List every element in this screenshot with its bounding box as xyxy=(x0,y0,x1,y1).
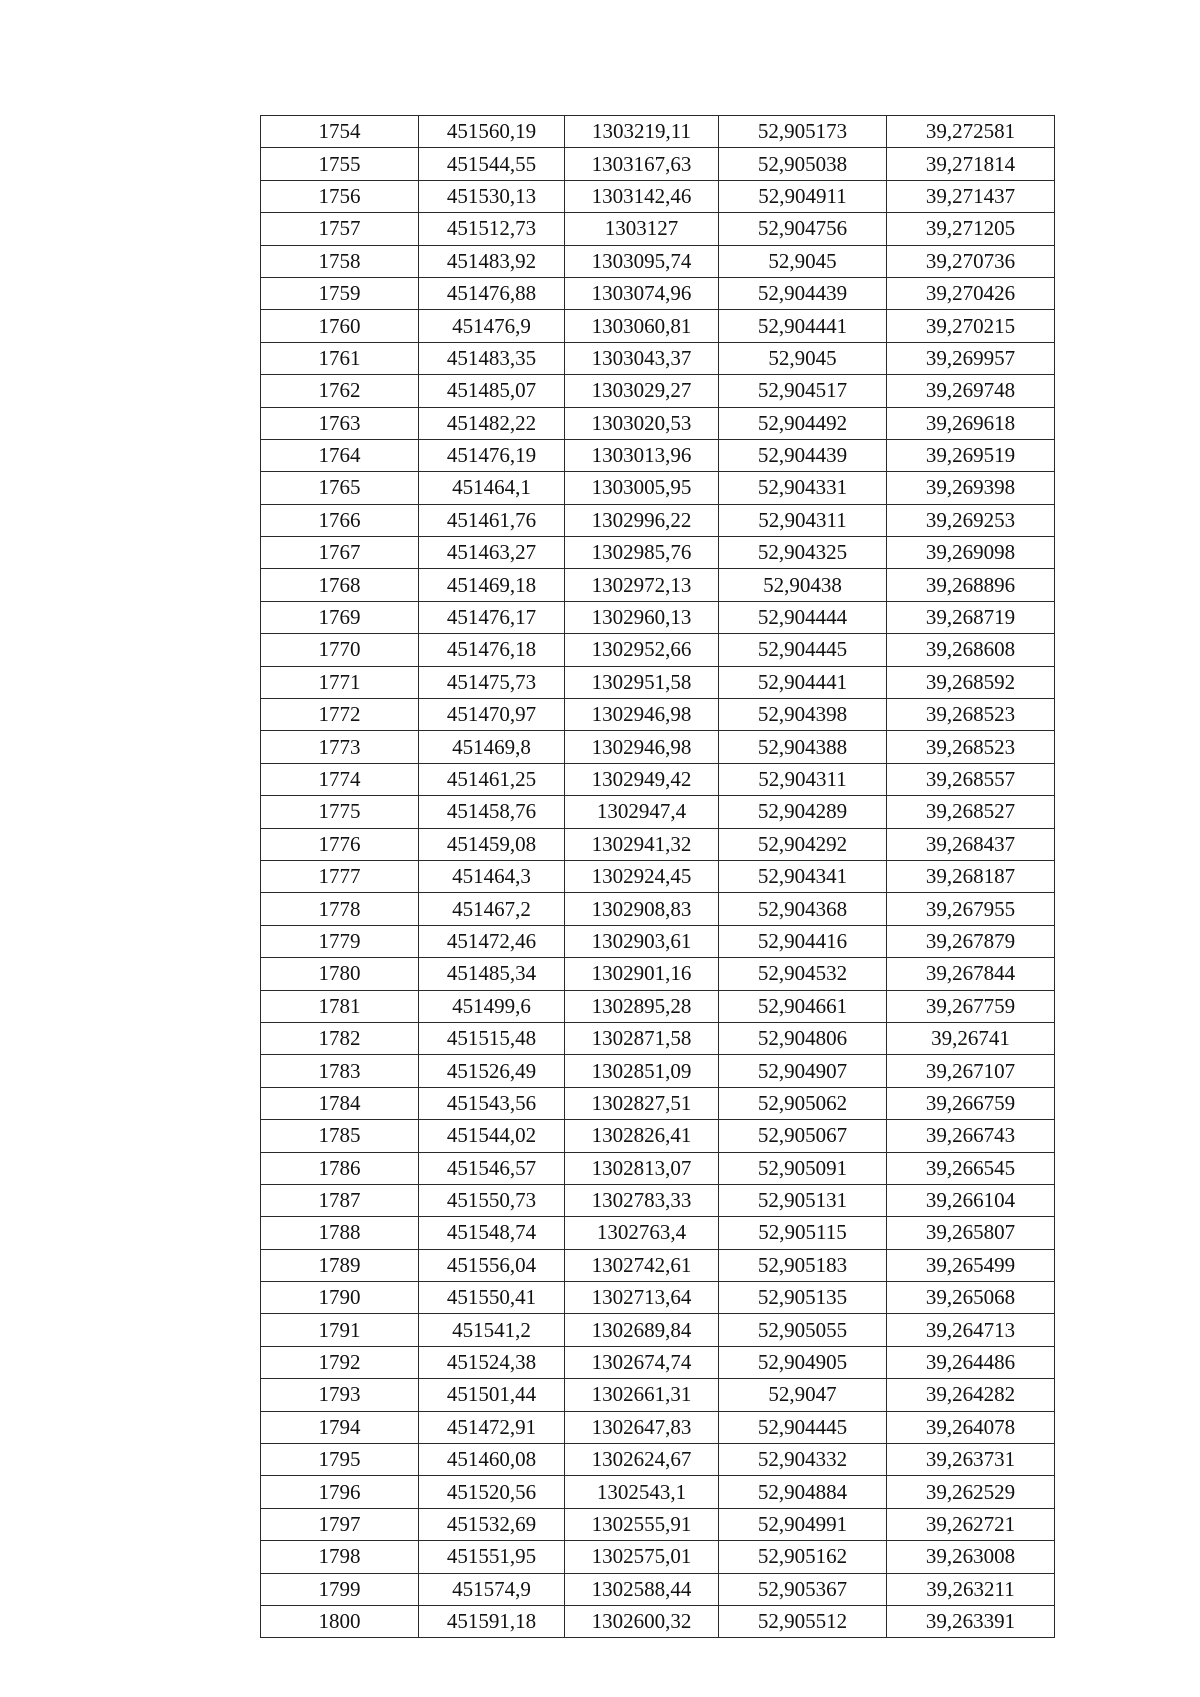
table-row xyxy=(261,1314,1055,1346)
point-number-cell: 1791 xyxy=(261,1314,419,1346)
y-coordinate-cell: 1302742,61 xyxy=(565,1249,719,1281)
y-coordinate-cell: 1302588,44 xyxy=(565,1573,719,1605)
point-number-cell: 1797 xyxy=(261,1508,419,1540)
table-row xyxy=(261,1152,1055,1184)
y-coordinate-cell: 1302996,22 xyxy=(565,504,719,536)
longitude-cell: 39,270426 xyxy=(887,277,1055,309)
table-row xyxy=(261,439,1055,471)
table-row xyxy=(261,958,1055,990)
point-number-cell: 1799 xyxy=(261,1573,419,1605)
latitude-cell: 52,9045 xyxy=(719,342,887,374)
longitude-cell: 39,264713 xyxy=(887,1314,1055,1346)
table-row xyxy=(261,860,1055,892)
longitude-cell: 39,262721 xyxy=(887,1508,1055,1540)
y-coordinate-cell: 1302947,4 xyxy=(565,796,719,828)
point-number-cell: 1787 xyxy=(261,1184,419,1216)
longitude-cell: 39,267759 xyxy=(887,990,1055,1022)
y-coordinate-cell: 1302952,66 xyxy=(565,634,719,666)
longitude-cell: 39,269618 xyxy=(887,407,1055,439)
y-coordinate-cell: 1302575,01 xyxy=(565,1541,719,1573)
table-row xyxy=(261,1444,1055,1476)
x-coordinate-cell: 451476,19 xyxy=(419,439,565,471)
latitude-cell: 52,904532 xyxy=(719,958,887,990)
latitude-cell: 52,905091 xyxy=(719,1152,887,1184)
y-coordinate-cell: 1303095,74 xyxy=(565,245,719,277)
latitude-cell: 52,904292 xyxy=(719,828,887,860)
latitude-cell: 52,904991 xyxy=(719,1508,887,1540)
x-coordinate-cell: 451476,17 xyxy=(419,601,565,633)
latitude-cell: 52,905183 xyxy=(719,1249,887,1281)
longitude-cell: 39,264486 xyxy=(887,1346,1055,1378)
table-row xyxy=(261,1282,1055,1314)
x-coordinate-cell: 451556,04 xyxy=(419,1249,565,1281)
y-coordinate-cell: 1303074,96 xyxy=(565,277,719,309)
latitude-cell: 52,904661 xyxy=(719,990,887,1022)
longitude-cell: 39,272581 xyxy=(887,116,1055,148)
y-coordinate-cell: 1302555,91 xyxy=(565,1508,719,1540)
point-number-cell: 1796 xyxy=(261,1476,419,1508)
x-coordinate-cell: 451546,57 xyxy=(419,1152,565,1184)
point-number-cell: 1754 xyxy=(261,116,419,148)
point-number-cell: 1768 xyxy=(261,569,419,601)
x-coordinate-cell: 451485,07 xyxy=(419,375,565,407)
x-coordinate-cell: 451461,25 xyxy=(419,763,565,795)
table-row xyxy=(261,148,1055,180)
table-row xyxy=(261,342,1055,374)
table-row xyxy=(261,731,1055,763)
latitude-cell: 52,905038 xyxy=(719,148,887,180)
point-number-cell: 1775 xyxy=(261,796,419,828)
latitude-cell: 52,905512 xyxy=(719,1605,887,1637)
point-number-cell: 1789 xyxy=(261,1249,419,1281)
table-row xyxy=(261,213,1055,245)
table-row xyxy=(261,116,1055,148)
latitude-cell: 52,904439 xyxy=(719,277,887,309)
table-row xyxy=(261,1476,1055,1508)
table-row xyxy=(261,1411,1055,1443)
table-row xyxy=(261,990,1055,1022)
table-row xyxy=(261,1055,1055,1087)
y-coordinate-cell: 1302851,09 xyxy=(565,1055,719,1087)
latitude-cell: 52,904311 xyxy=(719,504,887,536)
table-row xyxy=(261,893,1055,925)
latitude-cell: 52,904444 xyxy=(719,601,887,633)
x-coordinate-cell: 451544,02 xyxy=(419,1120,565,1152)
latitude-cell: 52,904907 xyxy=(719,1055,887,1087)
point-number-cell: 1788 xyxy=(261,1217,419,1249)
latitude-cell: 52,904905 xyxy=(719,1346,887,1378)
x-coordinate-cell: 451461,76 xyxy=(419,504,565,536)
point-number-cell: 1767 xyxy=(261,537,419,569)
x-coordinate-cell: 451591,18 xyxy=(419,1605,565,1637)
y-coordinate-cell: 1303043,37 xyxy=(565,342,719,374)
x-coordinate-cell: 451476,9 xyxy=(419,310,565,342)
y-coordinate-cell: 1302813,07 xyxy=(565,1152,719,1184)
x-coordinate-cell: 451464,1 xyxy=(419,472,565,504)
point-number-cell: 1784 xyxy=(261,1087,419,1119)
latitude-cell: 52,904441 xyxy=(719,666,887,698)
point-number-cell: 1778 xyxy=(261,893,419,925)
longitude-cell: 39,26741 xyxy=(887,1022,1055,1054)
x-coordinate-cell: 451476,88 xyxy=(419,277,565,309)
table-row xyxy=(261,925,1055,957)
y-coordinate-cell: 1302689,84 xyxy=(565,1314,719,1346)
latitude-cell: 52,904439 xyxy=(719,439,887,471)
table-row xyxy=(261,1022,1055,1054)
longitude-cell: 39,268437 xyxy=(887,828,1055,860)
latitude-cell: 52,905062 xyxy=(719,1087,887,1119)
point-number-cell: 1764 xyxy=(261,439,419,471)
longitude-cell: 39,267844 xyxy=(887,958,1055,990)
point-number-cell: 1765 xyxy=(261,472,419,504)
point-number-cell: 1782 xyxy=(261,1022,419,1054)
x-coordinate-cell: 451560,19 xyxy=(419,116,565,148)
latitude-cell: 52,904517 xyxy=(719,375,887,407)
x-coordinate-cell: 451485,34 xyxy=(419,958,565,990)
longitude-cell: 39,269098 xyxy=(887,537,1055,569)
y-coordinate-cell: 1302941,32 xyxy=(565,828,719,860)
longitude-cell: 39,269748 xyxy=(887,375,1055,407)
latitude-cell: 52,904368 xyxy=(719,893,887,925)
table-row xyxy=(261,1120,1055,1152)
latitude-cell: 52,904398 xyxy=(719,699,887,731)
point-number-cell: 1777 xyxy=(261,860,419,892)
longitude-cell: 39,262529 xyxy=(887,1476,1055,1508)
longitude-cell: 39,264078 xyxy=(887,1411,1055,1443)
point-number-cell: 1757 xyxy=(261,213,419,245)
latitude-cell: 52,904341 xyxy=(719,860,887,892)
longitude-cell: 39,269957 xyxy=(887,342,1055,374)
x-coordinate-cell: 451469,18 xyxy=(419,569,565,601)
x-coordinate-cell: 451458,76 xyxy=(419,796,565,828)
point-number-cell: 1783 xyxy=(261,1055,419,1087)
x-coordinate-cell: 451463,27 xyxy=(419,537,565,569)
longitude-cell: 39,268608 xyxy=(887,634,1055,666)
point-number-cell: 1763 xyxy=(261,407,419,439)
x-coordinate-cell: 451512,73 xyxy=(419,213,565,245)
latitude-cell: 52,904325 xyxy=(719,537,887,569)
point-number-cell: 1785 xyxy=(261,1120,419,1152)
longitude-cell: 39,271437 xyxy=(887,180,1055,212)
longitude-cell: 39,270736 xyxy=(887,245,1055,277)
y-coordinate-cell: 1303167,63 xyxy=(565,148,719,180)
latitude-cell: 52,9047 xyxy=(719,1379,887,1411)
x-coordinate-cell: 451464,3 xyxy=(419,860,565,892)
longitude-cell: 39,267955 xyxy=(887,893,1055,925)
table-row xyxy=(261,1249,1055,1281)
table-row xyxy=(261,601,1055,633)
point-number-cell: 1786 xyxy=(261,1152,419,1184)
longitude-cell: 39,266743 xyxy=(887,1120,1055,1152)
y-coordinate-cell: 1303060,81 xyxy=(565,310,719,342)
point-number-cell: 1761 xyxy=(261,342,419,374)
x-coordinate-cell: 451550,41 xyxy=(419,1282,565,1314)
table-row xyxy=(261,1508,1055,1540)
longitude-cell: 39,271205 xyxy=(887,213,1055,245)
table-row xyxy=(261,699,1055,731)
x-coordinate-cell: 451541,2 xyxy=(419,1314,565,1346)
longitude-cell: 39,268527 xyxy=(887,796,1055,828)
y-coordinate-cell: 1302903,61 xyxy=(565,925,719,957)
table-row xyxy=(261,828,1055,860)
point-number-cell: 1780 xyxy=(261,958,419,990)
point-number-cell: 1766 xyxy=(261,504,419,536)
y-coordinate-cell: 1303219,11 xyxy=(565,116,719,148)
point-number-cell: 1800 xyxy=(261,1605,419,1637)
y-coordinate-cell: 1302946,98 xyxy=(565,731,719,763)
longitude-cell: 39,263211 xyxy=(887,1573,1055,1605)
longitude-cell: 39,269253 xyxy=(887,504,1055,536)
x-coordinate-cell: 451482,22 xyxy=(419,407,565,439)
y-coordinate-cell: 1303013,96 xyxy=(565,439,719,471)
point-number-cell: 1773 xyxy=(261,731,419,763)
table-row xyxy=(261,180,1055,212)
x-coordinate-cell: 451574,9 xyxy=(419,1573,565,1605)
y-coordinate-cell: 1302661,31 xyxy=(565,1379,719,1411)
x-coordinate-cell: 451467,2 xyxy=(419,893,565,925)
x-coordinate-cell: 451526,49 xyxy=(419,1055,565,1087)
x-coordinate-cell: 451472,91 xyxy=(419,1411,565,1443)
y-coordinate-cell: 1302946,98 xyxy=(565,699,719,731)
x-coordinate-cell: 451475,73 xyxy=(419,666,565,698)
latitude-cell: 52,904884 xyxy=(719,1476,887,1508)
x-coordinate-cell: 451550,73 xyxy=(419,1184,565,1216)
y-coordinate-cell: 1302713,64 xyxy=(565,1282,719,1314)
x-coordinate-cell: 451483,35 xyxy=(419,342,565,374)
latitude-cell: 52,905115 xyxy=(719,1217,887,1249)
longitude-cell: 39,265807 xyxy=(887,1217,1055,1249)
latitude-cell: 52,904445 xyxy=(719,634,887,666)
longitude-cell: 39,265499 xyxy=(887,1249,1055,1281)
latitude-cell: 52,905173 xyxy=(719,116,887,148)
latitude-cell: 52,904331 xyxy=(719,472,887,504)
y-coordinate-cell: 1302895,28 xyxy=(565,990,719,1022)
point-number-cell: 1798 xyxy=(261,1541,419,1573)
point-number-cell: 1779 xyxy=(261,925,419,957)
y-coordinate-cell: 1302901,16 xyxy=(565,958,719,990)
longitude-cell: 39,263008 xyxy=(887,1541,1055,1573)
table-row xyxy=(261,504,1055,536)
x-coordinate-cell: 451501,44 xyxy=(419,1379,565,1411)
point-number-cell: 1770 xyxy=(261,634,419,666)
point-number-cell: 1759 xyxy=(261,277,419,309)
x-coordinate-cell: 451515,48 xyxy=(419,1022,565,1054)
table-row xyxy=(261,1087,1055,1119)
y-coordinate-cell: 1302624,67 xyxy=(565,1444,719,1476)
table-row xyxy=(261,1605,1055,1637)
longitude-cell: 39,266104 xyxy=(887,1184,1055,1216)
longitude-cell: 39,268523 xyxy=(887,731,1055,763)
y-coordinate-cell: 1302647,83 xyxy=(565,1411,719,1443)
latitude-cell: 52,905367 xyxy=(719,1573,887,1605)
table-row xyxy=(261,1379,1055,1411)
table-row xyxy=(261,666,1055,698)
longitude-cell: 39,267107 xyxy=(887,1055,1055,1087)
table-row xyxy=(261,1346,1055,1378)
point-number-cell: 1795 xyxy=(261,1444,419,1476)
y-coordinate-cell: 1302543,1 xyxy=(565,1476,719,1508)
latitude-cell: 52,904332 xyxy=(719,1444,887,1476)
y-coordinate-cell: 1303005,95 xyxy=(565,472,719,504)
longitude-cell: 39,266759 xyxy=(887,1087,1055,1119)
table-row xyxy=(261,1541,1055,1573)
table-row xyxy=(261,1217,1055,1249)
longitude-cell: 39,264282 xyxy=(887,1379,1055,1411)
y-coordinate-cell: 1302985,76 xyxy=(565,537,719,569)
table-row xyxy=(261,375,1055,407)
table-row xyxy=(261,245,1055,277)
point-number-cell: 1794 xyxy=(261,1411,419,1443)
table-row xyxy=(261,569,1055,601)
longitude-cell: 39,266545 xyxy=(887,1152,1055,1184)
y-coordinate-cell: 1302972,13 xyxy=(565,569,719,601)
point-number-cell: 1774 xyxy=(261,763,419,795)
x-coordinate-cell: 451520,56 xyxy=(419,1476,565,1508)
table-row xyxy=(261,1184,1055,1216)
table-body xyxy=(261,116,1055,1638)
latitude-cell: 52,904445 xyxy=(719,1411,887,1443)
x-coordinate-cell: 451460,08 xyxy=(419,1444,565,1476)
point-number-cell: 1758 xyxy=(261,245,419,277)
table-row xyxy=(261,537,1055,569)
point-number-cell: 1762 xyxy=(261,375,419,407)
table-row xyxy=(261,310,1055,342)
y-coordinate-cell: 1303029,27 xyxy=(565,375,719,407)
latitude-cell: 52,9045 xyxy=(719,245,887,277)
y-coordinate-cell: 1302600,32 xyxy=(565,1605,719,1637)
table-row xyxy=(261,472,1055,504)
latitude-cell: 52,904416 xyxy=(719,925,887,957)
longitude-cell: 39,265068 xyxy=(887,1282,1055,1314)
longitude-cell: 39,267879 xyxy=(887,925,1055,957)
latitude-cell: 52,904911 xyxy=(719,180,887,212)
y-coordinate-cell: 1302960,13 xyxy=(565,601,719,633)
latitude-cell: 52,904311 xyxy=(719,763,887,795)
latitude-cell: 52,90438 xyxy=(719,569,887,601)
y-coordinate-cell: 1302951,58 xyxy=(565,666,719,698)
latitude-cell: 52,904806 xyxy=(719,1022,887,1054)
latitude-cell: 52,905067 xyxy=(719,1120,887,1152)
point-number-cell: 1781 xyxy=(261,990,419,1022)
table-row xyxy=(261,277,1055,309)
x-coordinate-cell: 451524,38 xyxy=(419,1346,565,1378)
x-coordinate-cell: 451476,18 xyxy=(419,634,565,666)
coordinates-table xyxy=(260,115,1055,1638)
y-coordinate-cell: 1302674,74 xyxy=(565,1346,719,1378)
x-coordinate-cell: 451530,13 xyxy=(419,180,565,212)
latitude-cell: 52,904492 xyxy=(719,407,887,439)
x-coordinate-cell: 451543,56 xyxy=(419,1087,565,1119)
y-coordinate-cell: 1302949,42 xyxy=(565,763,719,795)
y-coordinate-cell: 1302763,4 xyxy=(565,1217,719,1249)
longitude-cell: 39,269519 xyxy=(887,439,1055,471)
longitude-cell: 39,271814 xyxy=(887,148,1055,180)
y-coordinate-cell: 1303127 xyxy=(565,213,719,245)
y-coordinate-cell: 1302827,51 xyxy=(565,1087,719,1119)
x-coordinate-cell: 451544,55 xyxy=(419,148,565,180)
point-number-cell: 1776 xyxy=(261,828,419,860)
x-coordinate-cell: 451470,97 xyxy=(419,699,565,731)
x-coordinate-cell: 451483,92 xyxy=(419,245,565,277)
longitude-cell: 39,268719 xyxy=(887,601,1055,633)
table-row xyxy=(261,634,1055,666)
x-coordinate-cell: 451459,08 xyxy=(419,828,565,860)
point-number-cell: 1769 xyxy=(261,601,419,633)
latitude-cell: 52,904289 xyxy=(719,796,887,828)
longitude-cell: 39,268523 xyxy=(887,699,1055,731)
latitude-cell: 52,905055 xyxy=(719,1314,887,1346)
longitude-cell: 39,268557 xyxy=(887,763,1055,795)
point-number-cell: 1755 xyxy=(261,148,419,180)
longitude-cell: 39,263391 xyxy=(887,1605,1055,1637)
longitude-cell: 39,269398 xyxy=(887,472,1055,504)
latitude-cell: 52,904441 xyxy=(719,310,887,342)
longitude-cell: 39,268592 xyxy=(887,666,1055,698)
point-number-cell: 1792 xyxy=(261,1346,419,1378)
point-number-cell: 1760 xyxy=(261,310,419,342)
table-row xyxy=(261,763,1055,795)
x-coordinate-cell: 451499,6 xyxy=(419,990,565,1022)
longitude-cell: 39,268896 xyxy=(887,569,1055,601)
latitude-cell: 52,905135 xyxy=(719,1282,887,1314)
x-coordinate-cell: 451532,69 xyxy=(419,1508,565,1540)
y-coordinate-cell: 1303020,53 xyxy=(565,407,719,439)
latitude-cell: 52,905131 xyxy=(719,1184,887,1216)
table-row xyxy=(261,796,1055,828)
x-coordinate-cell: 451551,95 xyxy=(419,1541,565,1573)
x-coordinate-cell: 451469,8 xyxy=(419,731,565,763)
table-row xyxy=(261,1573,1055,1605)
point-number-cell: 1772 xyxy=(261,699,419,731)
y-coordinate-cell: 1303142,46 xyxy=(565,180,719,212)
y-coordinate-cell: 1302826,41 xyxy=(565,1120,719,1152)
latitude-cell: 52,904756 xyxy=(719,213,887,245)
latitude-cell: 52,904388 xyxy=(719,731,887,763)
document-page xyxy=(260,115,1054,1638)
x-coordinate-cell: 451548,74 xyxy=(419,1217,565,1249)
table-row xyxy=(261,407,1055,439)
y-coordinate-cell: 1302871,58 xyxy=(565,1022,719,1054)
y-coordinate-cell: 1302924,45 xyxy=(565,860,719,892)
latitude-cell: 52,905162 xyxy=(719,1541,887,1573)
longitude-cell: 39,270215 xyxy=(887,310,1055,342)
x-coordinate-cell: 451472,46 xyxy=(419,925,565,957)
longitude-cell: 39,263731 xyxy=(887,1444,1055,1476)
point-number-cell: 1756 xyxy=(261,180,419,212)
point-number-cell: 1793 xyxy=(261,1379,419,1411)
longitude-cell: 39,268187 xyxy=(887,860,1055,892)
point-number-cell: 1790 xyxy=(261,1282,419,1314)
y-coordinate-cell: 1302908,83 xyxy=(565,893,719,925)
y-coordinate-cell: 1302783,33 xyxy=(565,1184,719,1216)
point-number-cell: 1771 xyxy=(261,666,419,698)
